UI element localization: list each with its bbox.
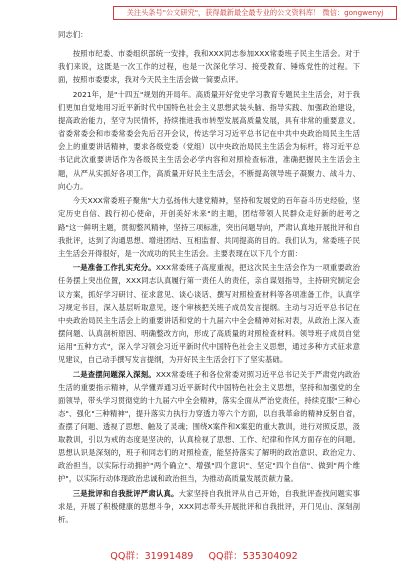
paragraph-significance: 2021年，是"十四五"规划的开局年。高质量开好党史学习教育专题民主生活会，对于我们更加自觉地用习近平新时代中国特色社会主义思想武装头脑、指导实践、加强政治建设，提高政治能力，坚守为民情怀，持续推进我市转型发展高质量发展，具有非常的重要意义。省委常委会和市委常委会先后召开会议，传达学习习近平总书记在中共中央政治局民主生活会上的重要讲话精神，要求各级党委（党组）以中央政治局民主生活会为标杆，将习近平总书记此次重要讲话作为各级民主生活会必学内容和对照检查标准，准确把握民主生活会主题，从严从实抓好各项工作，高质量开好民主生活会，不断提高领导班子凝聚力、战斗力、向心力。	[58, 89, 360, 191]
section-body: XXX常委班子和各位常委对照习近平总书记关于严肃党内政治生活的重要指示精神，从学懂弄通习近平新时代中国特色社会主义思想，坚持和加强党的全面领导，带头学习贯彻党的十九届六中全会精神，落实全面从严治党责任，持续克服"三种心态"、强化"三种精神"，提升落实力执行力穿透力等六个方面，以自我革命的精神反躬自省，查摆了问题、透视了思想、触及了灵魂；围绕X案件和X案犯的重大教训，进行对照反思，汲取教训，引以为戒的态度是坚决的，认真检视了思想、工作、纪律和作风方面存在的问题。思想认识是深刻的，班子和同志们的对照检查，能坚持落实了解明的政治意识、政治定力、政治担当，以实际行动拥护"两个确立"、增强"四个意识"、坚定"四个自信"、做到"两个维护"，以实际行动体现政治忠诚和政治担当，为推动高质量发展贡献力量。	[58, 369, 360, 484]
qq-group-2: QQ群：535304092	[208, 551, 298, 562]
section-body: 大家坚持自我批评从自己开始，自我批评查找问题实事求是，开展了积极健康的思想斗争，XXX同志带头开展批评和自我批评，开门见山、深刻剖析。	[58, 489, 360, 525]
promo-banner: 关注头条号"公文研究"，获得最新最全最专业的公文资料库！ 微信：gongwenyj	[113, 6, 397, 20]
section-criticism	[58, 487, 360, 526]
section-problems	[58, 368, 360, 486]
paragraph-assessment: 今天XXX常委班子聚焦"大力弘扬伟大建党精神，坚持和发展党的百年奋斗历史经验，坚定历史自信、践行初心使命，开创美好未来"的主题，团结带领人民群众走好新的赶考之路"这一鲜明主题，贯彻整风精神，坚持三项标准，突出问题导向，严肃认真地开展批评和自我批评，达到了沟通思想、增进团结、互相监督、共同提高的目的。我们认为，常委班子民主生活会开得很好，是一次成功的民主生活会。主要表现在以下几个方面：	[58, 196, 360, 258]
document-page	[58, 24, 360, 532]
footer-contacts	[0, 549, 408, 565]
section-heading: 一是准备工作扎实充分。	[72, 263, 156, 273]
section-heading: 三是批评和自我批评严肃认真。	[72, 489, 179, 499]
paragraph-opening: 按照市纪委、市委组织部统一安排，我和XXX同志参加XXX常委班子民主生活会。对于我们来说，这既是一次工作的过程，也是一次深化学习、接受教育、锤炼党性的过程。下面，按照市委要求，我对今天民主生活会做一简要点评。	[58, 49, 360, 85]
qq-group-1: QQ群：31991489	[110, 551, 194, 562]
section-body: XXX常委班子高度重视，把这次民主生活会作为一项重要政治任务摆上突出位置，XXX同志认真履行第一责任人的责任，亲自谋划指导，主持研究制定会议方案，抓好学习研讨、征求意见、谈心谈话、撰写对照检查材料等各项准备工作，认真学习规定书目，深入基层听取意见，逐个审核把关班子成员发言提纲。主动与习近平总书记在中央政治局民主生活会上的重要讲话和党的十九届六中全会精神对标对表，从政治上深入查摆问题、认真剖析原因、明确整改方向，形成了高质量的对照检查材料。领导班子成员自觉运用"五种方式"，深入学习领会习近平新时代中国特色社会主义思想，通过多种方式征求意见建议，自己动手撰写发言提纲，为开好民主生活会打下了坚实基础。	[58, 263, 360, 365]
section-preparation	[58, 261, 360, 366]
section-heading: 二是查摆问题深入深刻。	[72, 369, 156, 379]
greeting: 同志们：	[58, 30, 88, 39]
